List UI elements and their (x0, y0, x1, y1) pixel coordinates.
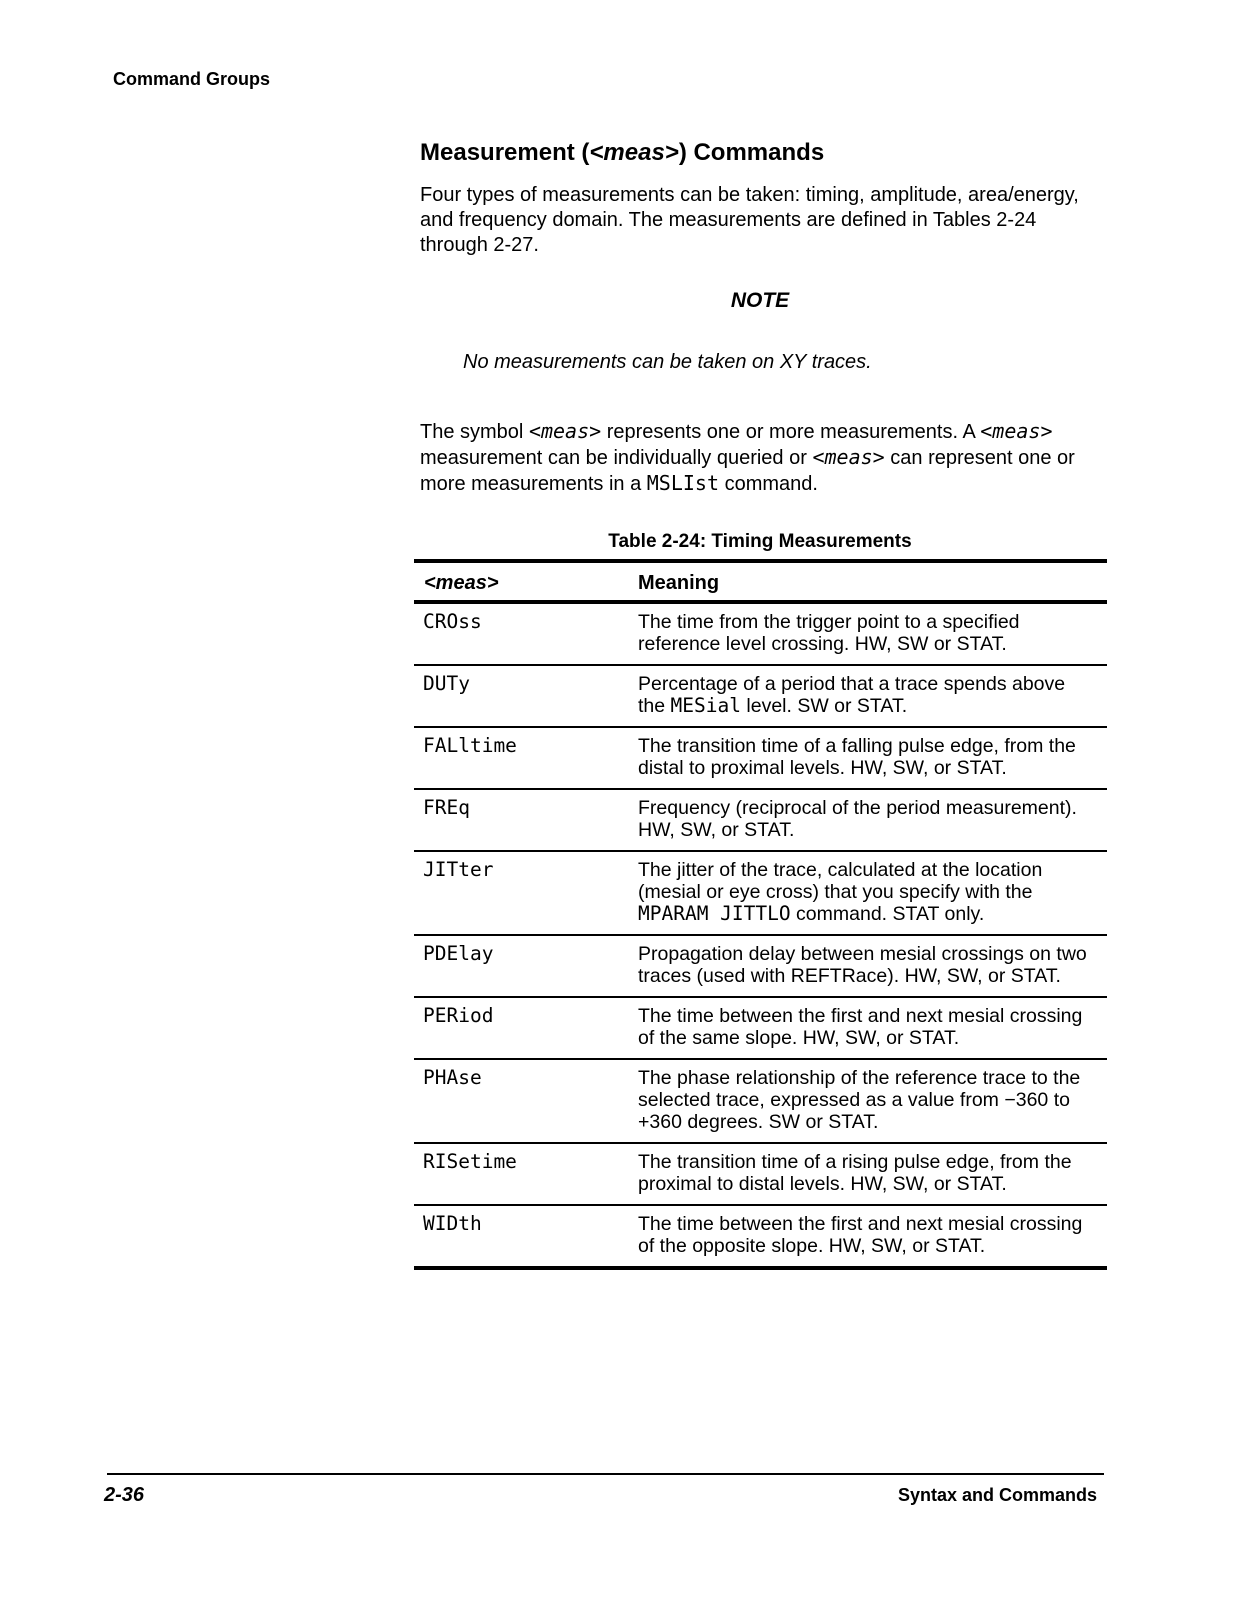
meas-meaning (638, 1059, 1107, 1143)
table-row (414, 935, 1107, 997)
symbol-text-4: can represent one or more measurements in a (420, 447, 1075, 495)
meaning-text: The jitter of the trace, calculated at the location (mesial or eye cross) that you specify with the (638, 859, 1043, 903)
meas-keyword: WIDth (423, 1212, 482, 1235)
meaning-code: MPARAM JITTLO (638, 902, 791, 925)
meas-keyword: CROss (414, 602, 638, 665)
table-row (414, 851, 1107, 935)
meas-keyword: PHAse (414, 1059, 638, 1143)
meas-meaning (638, 1205, 1107, 1268)
section-title-prefix: Measurement ( (420, 139, 590, 166)
header-meaning: Meaning (638, 561, 1107, 602)
meas-keyword: JITter (414, 851, 638, 935)
meaning-text: The phase relationship of the reference trace to the selected trace, expressed as a value from −360 to +360 degrees. SW or STAT. (638, 1067, 1081, 1133)
table-row (414, 1059, 1107, 1143)
footer-rule (107, 1473, 1104, 1475)
symbol-text-1: The symbol (420, 421, 529, 443)
meaning-text: Propagation delay between mesial crossings on two traces (used with REFTRace). HW, SW, or STAT. (638, 943, 1087, 987)
symbol-text-5: command. (719, 473, 818, 495)
table-row (414, 997, 1107, 1059)
table-row (414, 665, 1107, 727)
note-label: NOTE (730, 289, 790, 312)
meas-meaning (638, 789, 1107, 851)
meaning-text: Frequency (reciprocal of the period measurement). HW, SW, or STAT. (638, 797, 1077, 841)
meas-meaning (638, 997, 1107, 1059)
meas-meaning (638, 851, 1107, 935)
meas-keyword: DUTy (414, 665, 638, 727)
note-text: No measurements can be taken on XY traces. (463, 351, 872, 373)
meaning-text: The transition time of a rising pulse edge, from the proximal to distal levels. HW, SW, or STAT. (638, 1151, 1072, 1195)
table-caption: Table 2-24: Timing Measurements (608, 531, 912, 552)
mslist-code: MSLIst (646, 471, 720, 495)
intro-paragraph: Four types of measurements can be taken: timing, amplitude, area/energy, and frequency domain. The measurements are defined in Tables 2-24 through 2-27. (420, 184, 1079, 256)
table-row (414, 602, 1107, 665)
meaning-text: command. STAT only. (790, 903, 985, 925)
meas-keyword: FREq (414, 789, 638, 851)
section-title-suffix: ) Commands (678, 139, 825, 166)
page-content (420, 138, 1100, 554)
symbol-paragraph (420, 419, 1100, 497)
table-row (414, 1205, 1107, 1268)
symbol-text-2: represents one or more measurements. A (601, 421, 981, 443)
meas-keyword: RISetime (414, 1143, 638, 1205)
table-row (414, 789, 1107, 851)
meas-keyword: PDElay (414, 935, 638, 997)
section-title (420, 138, 1100, 168)
header-meas: <meas> (414, 561, 638, 602)
meas-symbol-2: <meas> (980, 419, 1053, 443)
table-row (414, 727, 1107, 789)
meas-meaning (638, 665, 1107, 727)
table-header-row (414, 561, 1107, 602)
timing-measurements-table (414, 559, 1107, 1270)
meaning-text: Percentage of a period that a trace spends above the (638, 673, 1066, 717)
meas-keyword: FALltime (414, 727, 638, 789)
meas-meaning (638, 935, 1107, 997)
meas-meaning (638, 727, 1107, 789)
section-title-meas: <meas> (589, 139, 679, 166)
meaning-text: The time between the first and next mesial crossing of the opposite slope. HW, SW, or STAT. (638, 1213, 1083, 1257)
footer-book-title: Syntax and Commands (897, 1485, 1097, 1505)
meas-meaning (638, 602, 1107, 665)
meaning-text: level. SW or STAT. (740, 695, 908, 717)
table-body (414, 602, 1107, 1268)
meas-symbol-3: <meas> (812, 445, 885, 469)
meaning-code: MESial (670, 694, 741, 717)
meas-meaning (638, 1143, 1107, 1205)
table-row (414, 1143, 1107, 1205)
meas-symbol-1: <meas> (528, 419, 602, 443)
meaning-text: The transition time of a falling pulse edge, from the distal to proximal levels. HW, SW, or STAT. (638, 735, 1076, 779)
symbol-text-3: measurement can be individually queried or (420, 447, 813, 469)
page-number: 2-36 (104, 1484, 145, 1506)
running-header: Command Groups (113, 69, 271, 89)
meas-keyword: PERiod (414, 997, 638, 1059)
meaning-text: The time from the trigger point to a specified reference level crossing. HW, SW or STAT. (638, 611, 1020, 655)
meaning-text: The time between the first and next mesial crossing of the same slope. HW, SW, or STAT. (638, 1005, 1083, 1049)
